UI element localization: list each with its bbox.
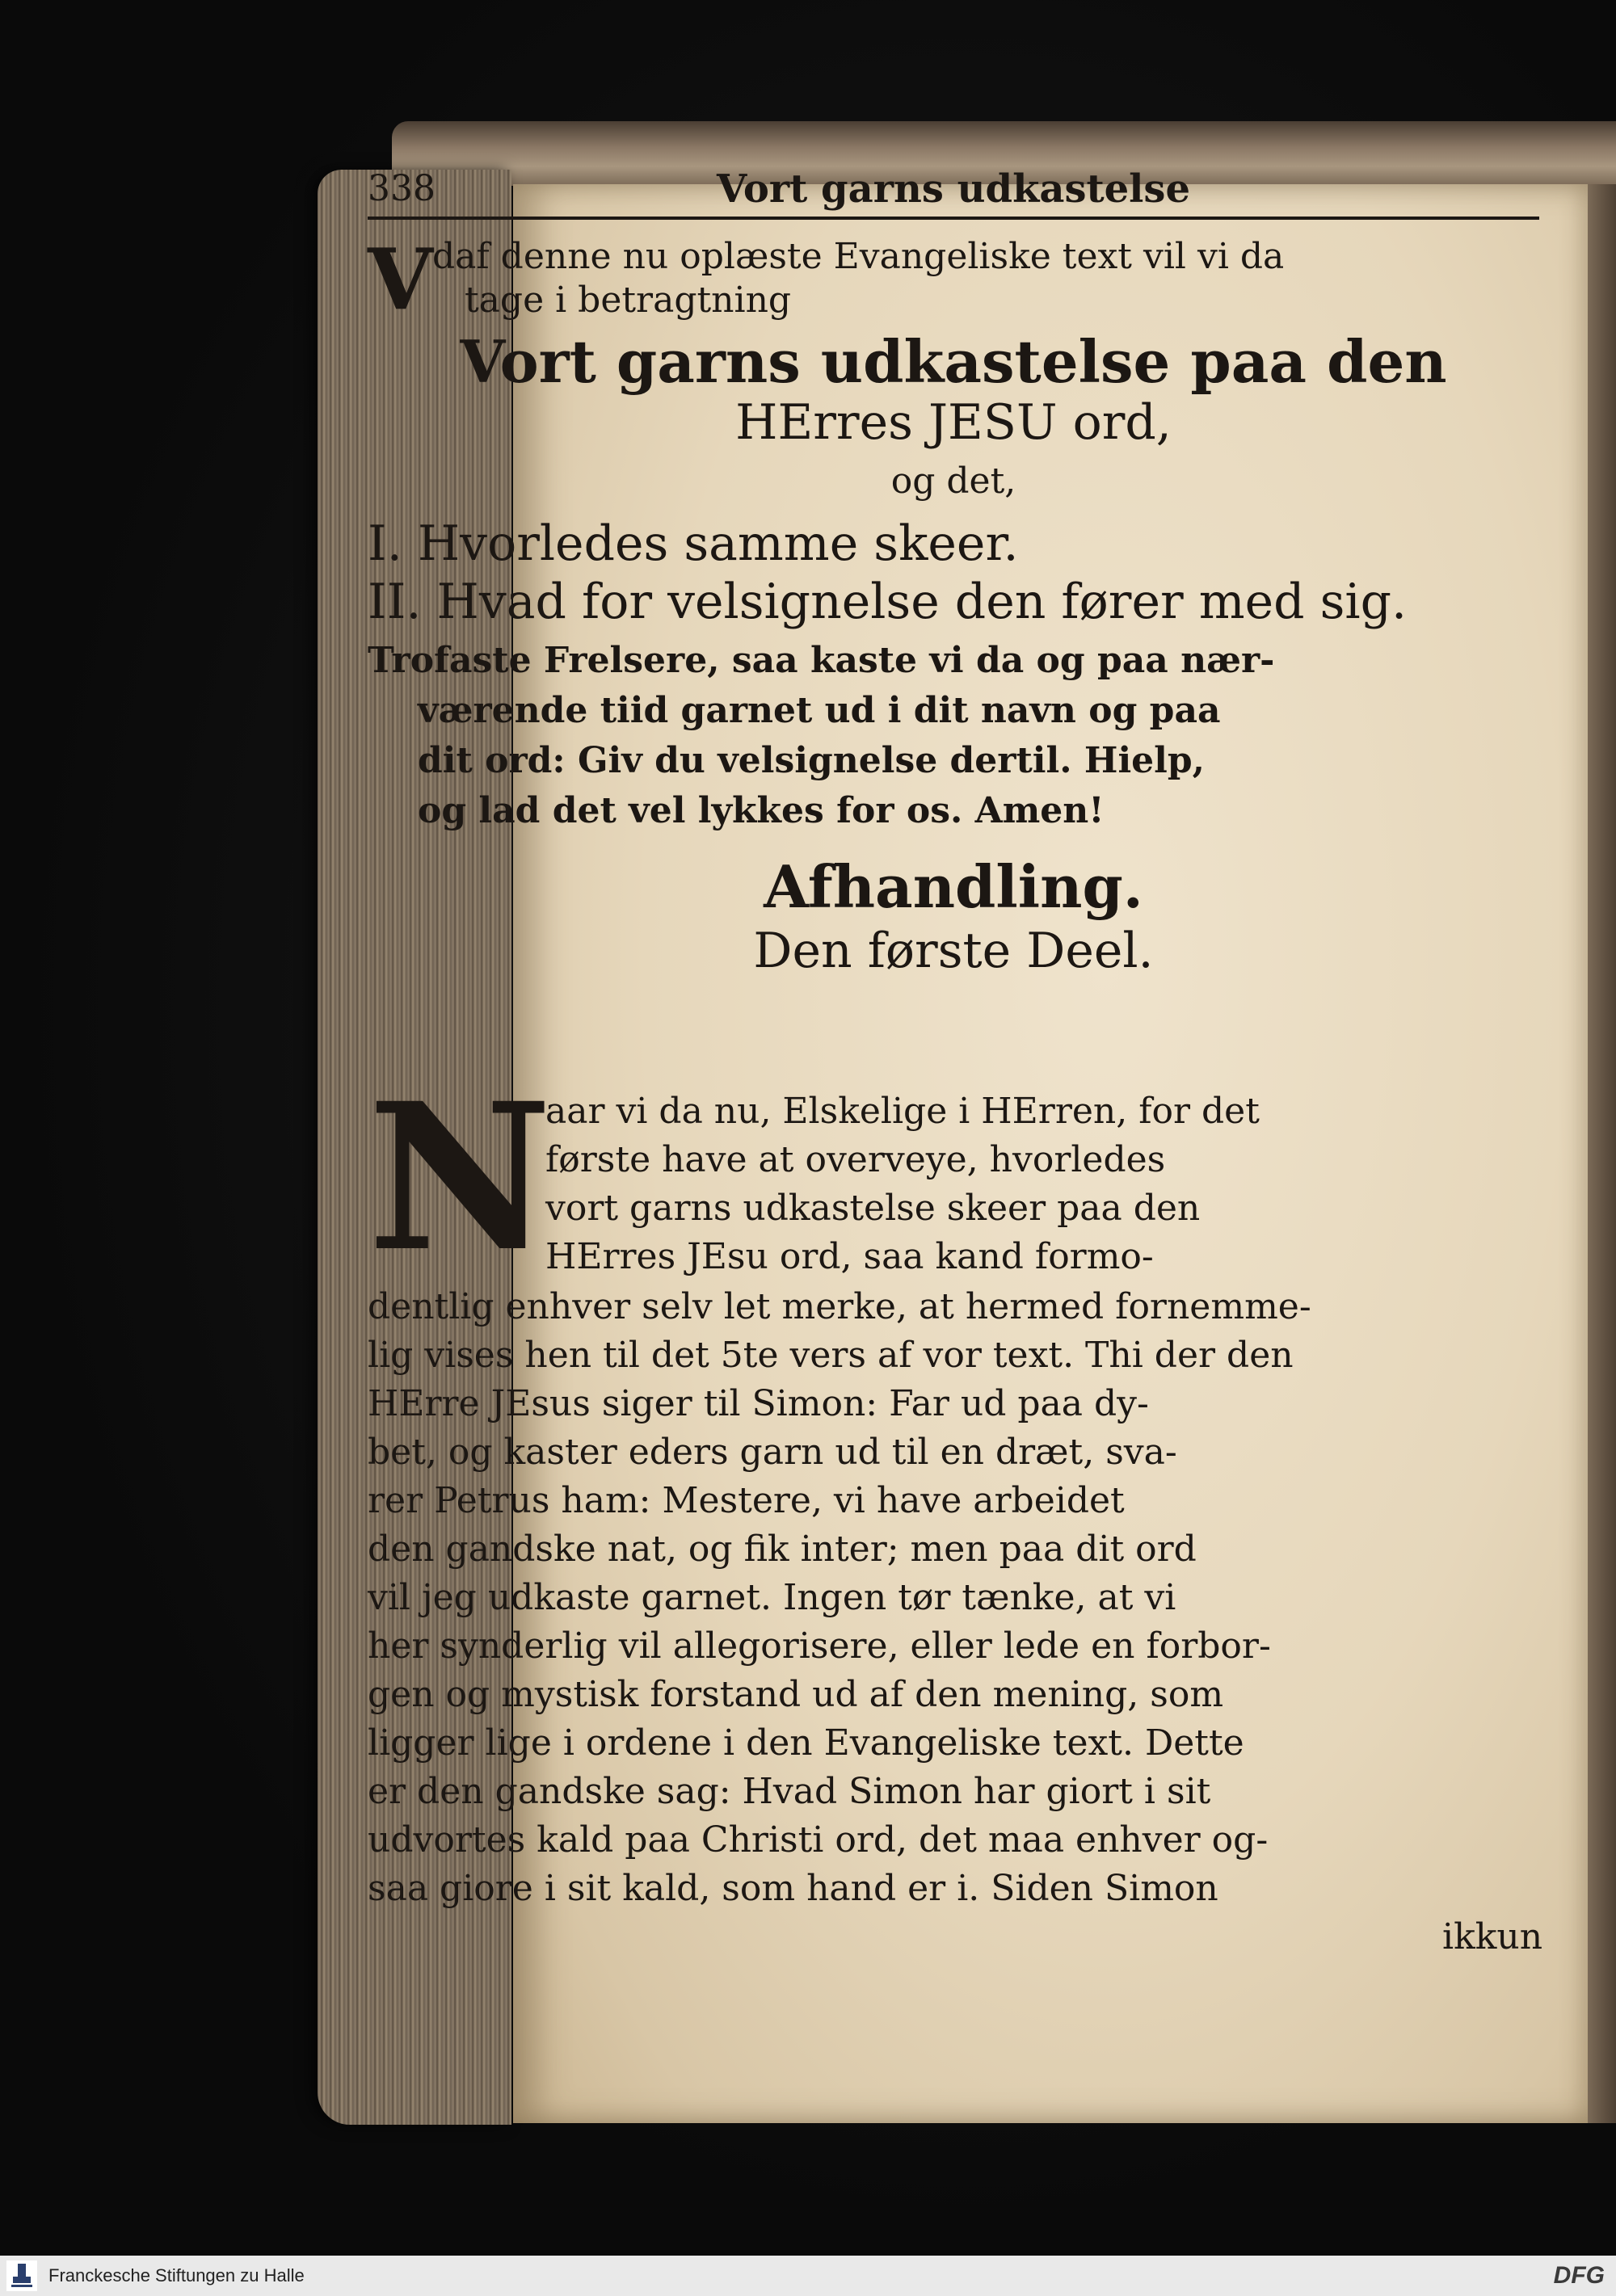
head-rule <box>368 217 1539 220</box>
body-indented-line-4: HErres JEsu ord, saa kand formo- <box>545 1236 1154 1277</box>
body-line: ligger lige i ordene i den Evangeliske text. Dette <box>368 1722 1244 1764</box>
body-line: gen og mystisk forstand ud af den mening, som <box>368 1674 1224 1715</box>
body-indented-line-3: vort garns udkastelse skeer paa den <box>545 1188 1201 1229</box>
footer-bar <box>0 2256 1616 2296</box>
catchword: ikkun <box>1442 1916 1543 1957</box>
heading-line-1: Vort garns udkastelse paa den <box>460 327 1447 396</box>
body-line: bet, og kaster eders garn ud til en dræt, sva- <box>368 1432 1177 1473</box>
intro-line-1: daf denne nu oplæste Evangeliske text vil vi da <box>432 236 1285 277</box>
prayer-line-4: og lad det vel lykkes for os. Amen! <box>418 790 1105 831</box>
initial-letter-v: V <box>368 229 433 329</box>
body-line: saa giore i sit kald, som hand er i. Siden Simon <box>368 1868 1218 1909</box>
body-line: HErre JEsus siger til Simon: Far ud paa dy- <box>368 1383 1149 1424</box>
facing-page-strip <box>1588 184 1616 2123</box>
body-line: den gandske nat, og fik inter; men paa dit ord <box>368 1529 1197 1570</box>
running-title: Vort garns udkastelse <box>717 166 1190 212</box>
body-line: rer Petrus ham: Mestere, vi have arbeidet <box>368 1480 1125 1521</box>
intro-line-2: tage i betragtning <box>465 280 792 321</box>
body-line: lig vises hen til det 5te vers af vor text. Thi der den <box>368 1335 1294 1376</box>
running-head <box>368 162 1539 218</box>
point-1: I. Hvorledes samme skeer. <box>368 515 1019 572</box>
section-subtitle: Den første Deel. <box>753 923 1154 979</box>
body-line: her synderlig vil allegorisere, eller lede en forbor- <box>368 1625 1271 1667</box>
prayer-line-2: værende tiid garnet ud i dit navn og paa <box>418 690 1221 731</box>
heading-og-det: og det, <box>890 460 1016 502</box>
page-number: 338 <box>368 168 436 209</box>
prayer-line-3: dit ord: Giv du velsignelse dertil. Hielp, <box>418 740 1205 781</box>
footer-institution: Franckesche Stiftungen zu Halle <box>48 2265 305 2285</box>
dfg-logo: DFG <box>1553 2262 1605 2289</box>
initial-letter-n: N <box>368 1058 553 1296</box>
body-line: dentlig enhver selv let merke, at hermed fornemme- <box>368 1286 1311 1327</box>
body-line: vil jeg udkaste garnet. Ingen tør tænke, at vi <box>368 1577 1176 1618</box>
prayer-line-1: Trofaste Frelsere, saa kaste vi da og paa nær- <box>368 640 1275 681</box>
point-2: II. Hvad for velsignelse den fører med sig. <box>368 574 1408 630</box>
body-indented-line-1: aar vi da nu, Elskelige i HErren, for det <box>545 1091 1260 1132</box>
body-line: er den gandske sag: Hvad Simon har giort i sit <box>368 1771 1211 1812</box>
heading-line-2: HErres JESU ord, <box>735 394 1172 451</box>
institution-logo-icon <box>6 2260 37 2291</box>
body-indented-line-2: første have at overveye, hvorledes <box>545 1139 1166 1180</box>
section-title: Afhandling. <box>764 852 1143 921</box>
body-line: udvortes kald paa Christi ord, det maa enhver og- <box>368 1819 1269 1861</box>
